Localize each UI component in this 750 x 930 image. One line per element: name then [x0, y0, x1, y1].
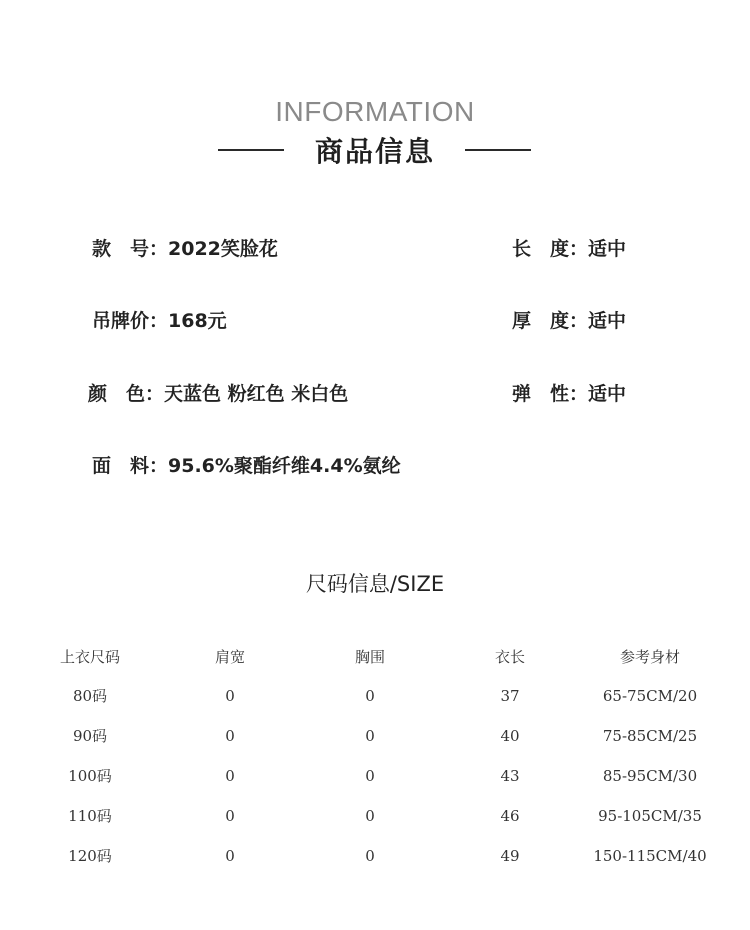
table-cell: 46	[500, 807, 520, 825]
info-color-value: 天蓝色 粉红色 米白色	[164, 383, 349, 405]
table-cell: 0	[225, 727, 235, 745]
info-thickness-label: 厚 度：	[512, 310, 589, 332]
info-elasticity-value: 适中	[588, 383, 627, 405]
table-cell: 0	[225, 847, 235, 865]
table-cell: 100码	[68, 767, 112, 785]
info-length-label: 长 度：	[512, 238, 589, 260]
info-style-no	[92, 237, 278, 261]
info-elasticity-label: 弹 性：	[512, 383, 589, 405]
table-cell: 0	[365, 727, 375, 745]
size-section-title: 尺码信息/SIZE	[305, 572, 445, 596]
info-color-label: 颜 色：	[88, 383, 165, 405]
table-cell: 90码	[72, 727, 108, 745]
info-thickness-value: 适中	[588, 310, 627, 332]
info-thickness	[512, 309, 626, 333]
table-cell: 49	[500, 847, 520, 865]
header-title-cn: 商品信息	[314, 135, 435, 168]
table-cell: 0	[365, 847, 375, 865]
size-table-header-1: 肩宽	[214, 648, 245, 666]
table-cell: 0	[365, 767, 375, 785]
info-tag-price-label: 吊牌价：	[92, 310, 169, 332]
info-material	[92, 454, 401, 478]
table-cell: 65-75CM/20	[602, 687, 698, 705]
table-cell: 120码	[68, 847, 112, 865]
table-cell: 0	[225, 687, 235, 705]
info-material-value: 95.6%聚酯纤维4.4%氨纶	[168, 455, 401, 477]
table-cell: 150-115CM/40	[593, 847, 707, 865]
info-color	[88, 382, 348, 406]
table-cell: 43	[500, 767, 520, 785]
info-length-value: 适中	[588, 238, 627, 260]
size-table-header-0: 上衣尺码	[59, 648, 120, 666]
header-line-right	[465, 149, 531, 151]
table-cell: 110码	[68, 807, 112, 825]
info-elasticity	[512, 382, 626, 406]
table-cell: 37	[500, 687, 520, 705]
info-material-label: 面 料：	[92, 455, 169, 477]
table-cell: 0	[365, 807, 375, 825]
info-tag-price-value: 168元	[168, 310, 227, 332]
header-title-en: INFORMATION	[275, 96, 475, 127]
table-cell: 0	[225, 807, 235, 825]
info-length	[512, 237, 626, 261]
size-table-header-4: 参考身材	[619, 648, 680, 666]
size-table-header-2: 胸围	[354, 648, 385, 666]
table-cell: 40	[500, 727, 520, 745]
info-style-no-label: 款 号：	[92, 238, 169, 260]
table-cell: 80码	[72, 687, 108, 705]
table-cell: 0	[365, 687, 375, 705]
table-cell: 95-105CM/35	[598, 807, 702, 825]
info-tag-price	[92, 309, 227, 333]
table-cell: 85-95CM/30	[602, 767, 698, 785]
info-style-no-value: 2022笑脸花	[168, 238, 278, 260]
table-cell: 75-85CM/25	[602, 727, 698, 745]
size-table-header-3: 衣长	[494, 648, 525, 666]
table-cell: 0	[225, 767, 235, 785]
